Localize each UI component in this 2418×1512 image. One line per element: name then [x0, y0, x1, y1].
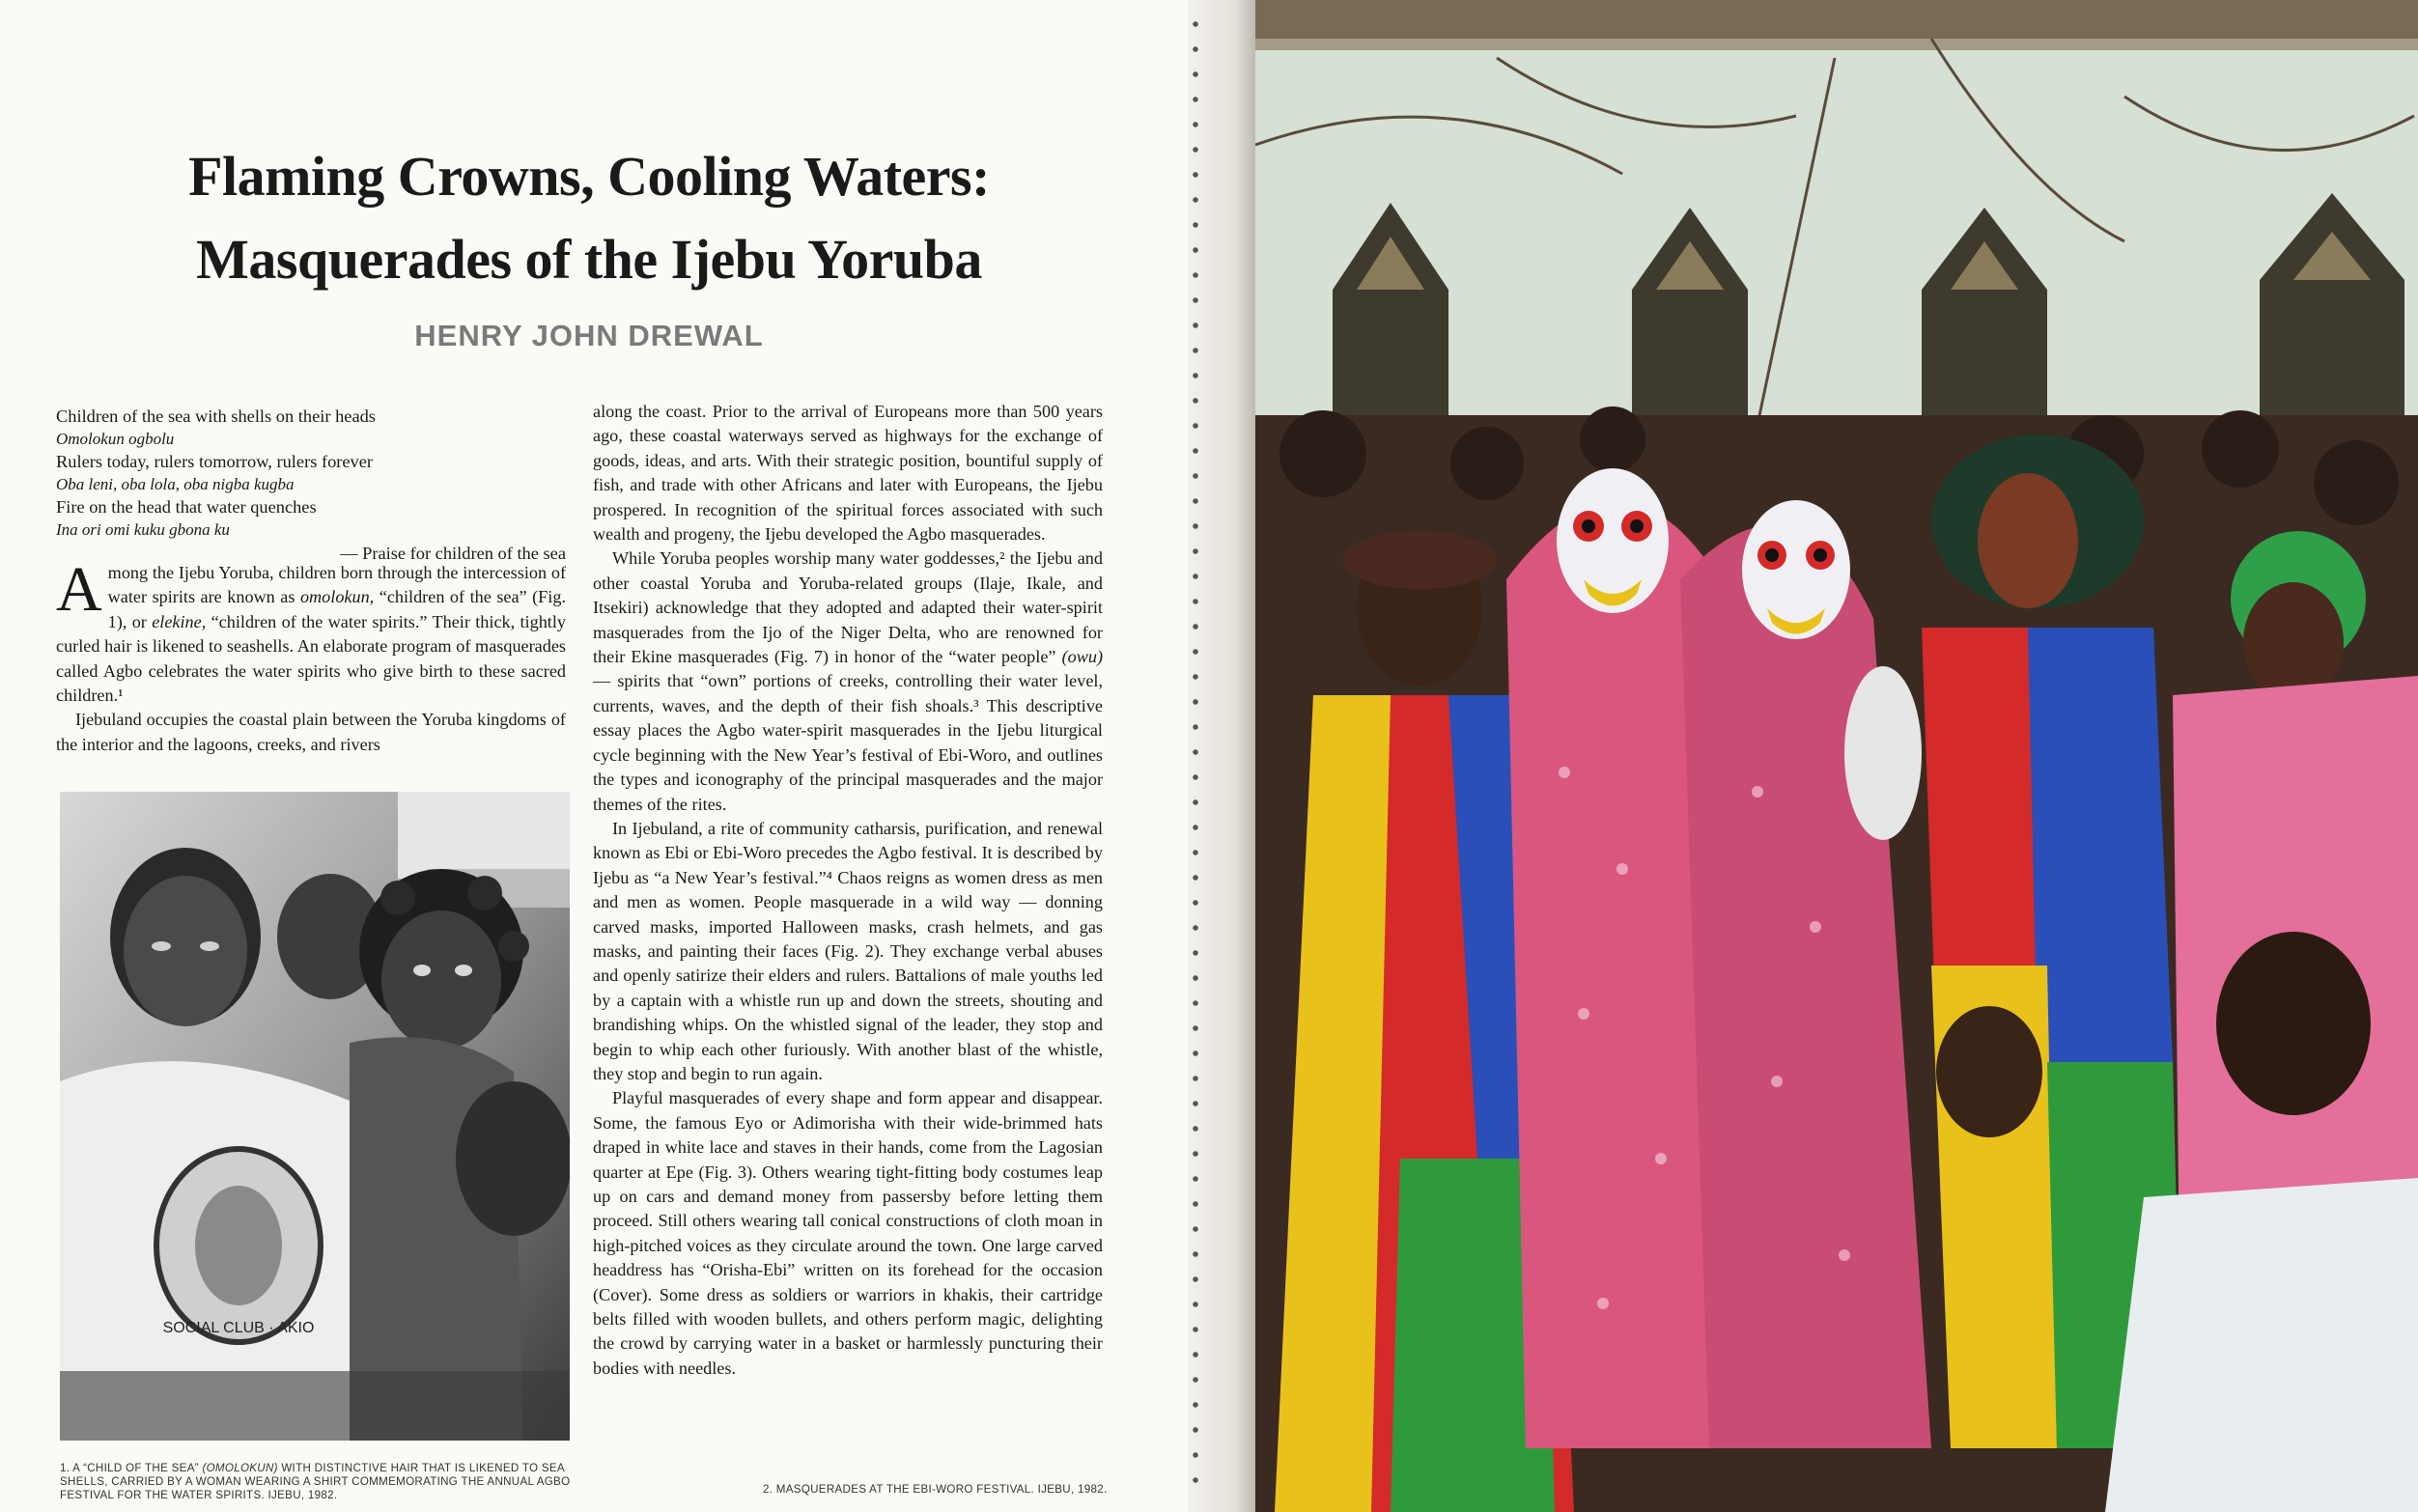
poem-line-yoruba: Oba leni, oba lola, oba nigba kugba	[56, 475, 295, 494]
body-paragraph: Ijebuland occupies the coastal plain between the Yoruba kingdoms of the interior and the lagoons, creeks, and rivers	[56, 710, 566, 754]
text-run: While Yoruba peoples worship many water goddesses,² the Ijebu and other coastal Yoruba and Yoruba-related groups (Ilaje, Ikale, and Itsekiri) acknowledge that they adopted and adapted their water-spirit masquerades from the Ijo of the Niger Delta, who are renowned for their Ekine masquerades (Fig. 7) in honor of the “water people”	[593, 548, 1103, 667]
poem-line: Children of the sea with shells on their heads	[56, 406, 376, 426]
poem-line: Fire on the head that water quenches	[56, 496, 317, 517]
body-paragraph: In Ijebuland, a rite of community catharsis, purification, and renewal known as Ebi or Ebi-Woro precedes the Agbo festival. It is described by Ijebu as “a New Year’s festival.”⁴ Chaos reigns as women dress as men and men as women. People masquerade in a wild way — donning carved masks, imported Halloween masks, crash helmets, and gas masks, and painting their faces (Fig. 2). They exchange verbal abuses and openly satirize their elders and rulers. Battalions of male youths led by a captain with a whistle run up and down the streets, shouting and brandishing whips. On the whistled signal of the leader, they stop and begin to whip each other furiously. With another blast of the whistle, they stop and begin to run again.	[593, 818, 1103, 1083]
title-line-1: Flaming Crowns, Cooling Waters:	[188, 145, 990, 208]
term-italic: (owu)	[1061, 647, 1103, 667]
poem-line-yoruba: Ina ori omi kuku gbona ku	[56, 520, 230, 540]
shirt-text: SOCIAL CLUB · AKIO	[162, 1320, 315, 1336]
figure-2-photo	[1255, 0, 2418, 1512]
caption-text: 1. A “CHILD OF THE SEA”	[60, 1462, 203, 1474]
drop-cap: A	[56, 554, 102, 625]
poem-line: Rulers today, rulers tomorrow, rulers forever	[56, 451, 374, 471]
poem-attribution: — Praise for children of the sea	[340, 544, 566, 564]
left-page	[0, 0, 1188, 1512]
figure-1-photo	[60, 792, 570, 1441]
text-run: mong the Ijebu Yoruba, children born through the intercession of water spirits are known as	[107, 563, 566, 607]
masquerade-festival-photo	[1255, 0, 2418, 1512]
child-of-sea-photo	[60, 792, 570, 1441]
text-run: “children of the sea” (Fig. 1), or	[107, 587, 566, 631]
poem-line-yoruba: Omolokun ogbolu	[56, 430, 175, 449]
article-title	[116, 135, 1062, 301]
text-run: “children of the water spirits.” Their thick, tightly curled hair is likened to seashells. An elaborate program of masquerades called Agbo celebrates the water spirits who give birth to these sacred children.¹	[56, 611, 566, 706]
binding-holes	[1192, 12, 1199, 1498]
term-italic: elekine,	[152, 611, 207, 631]
figure-1-caption	[60, 1462, 581, 1502]
body-paragraph	[593, 546, 1103, 816]
title-line-2: Masquerades of the Ijebu Yoruba	[196, 228, 982, 291]
caption-italic: (OMOLOKUN)	[202, 1462, 278, 1474]
term-italic: omolokun,	[299, 587, 375, 607]
body-paragraph: along the coast. Prior to the arrival of Europeans more than 500 years ago, these coastal waterways served as highways for the exchange of goods, ideas, and arts. With their strategic position, bountiful supply of fish, and trade with other Africans and later with Europeans, the Ijebu prospered. In recognition of the spiritual forces associated with such wealth and progeny, the Ijebu developed the Agbo masquerades.	[593, 402, 1103, 545]
epigraph-poem	[56, 406, 566, 566]
text-run: — spirits that “own” portions of creeks, controlling their water level, currents, waves, and the depth of their fish shoals.³ This descriptive essay places the Agbo water-spirit masquerades in the Ijebu liturgical cycle beginning with the New Year’s festival of Ebi-Woro, and outlines the types and iconography of the principal masquerades and the major themes of the rites.	[593, 671, 1103, 814]
author-byline: HENRY JOHN DREWAL	[414, 319, 764, 352]
figure-2-caption: 2. MASQUERADES AT THE EBI-WORO FESTIVAL. IJEBU, 1982.	[763, 1483, 1108, 1496]
body-paragraph: Playful masquerades of every shape and form appear and disappear. Some, the famous Eyo or Adimorisha with their wide-brimmed hats draped in white lace and staves in their hands, come from the Lagosian quarter at Epe (Fig. 3). Others wearing tight-fitting body costumes leap up on cars and demand money from passersby before letting them proceed. Still others wearing tall conical constructions of cloth moan in high-pitched voices as they circulate around the town. One large carved headdress has “Orisha-Ebi” written on its forehead for the occasion (Cover). Some dress as soldiers or warriors in khakis, their cartridge belts filled with wooden bullets, and others perform magic, delighting the crowd by carrying water in a basket or harmlessly puncturing their bodies with needles.	[593, 1088, 1103, 1378]
body-column-2	[593, 400, 1103, 1381]
caption-text: WITH DISTINCTIVE HAIR THAT IS LIKENED TO SEA SHELLS, CARRIED BY A WOMAN WEARING A SHIRT COMMEMORATING THE ANNUAL AGBO FESTIVAL FOR THE WATER SPIRITS. IJEBU, 1982.	[60, 1462, 571, 1501]
